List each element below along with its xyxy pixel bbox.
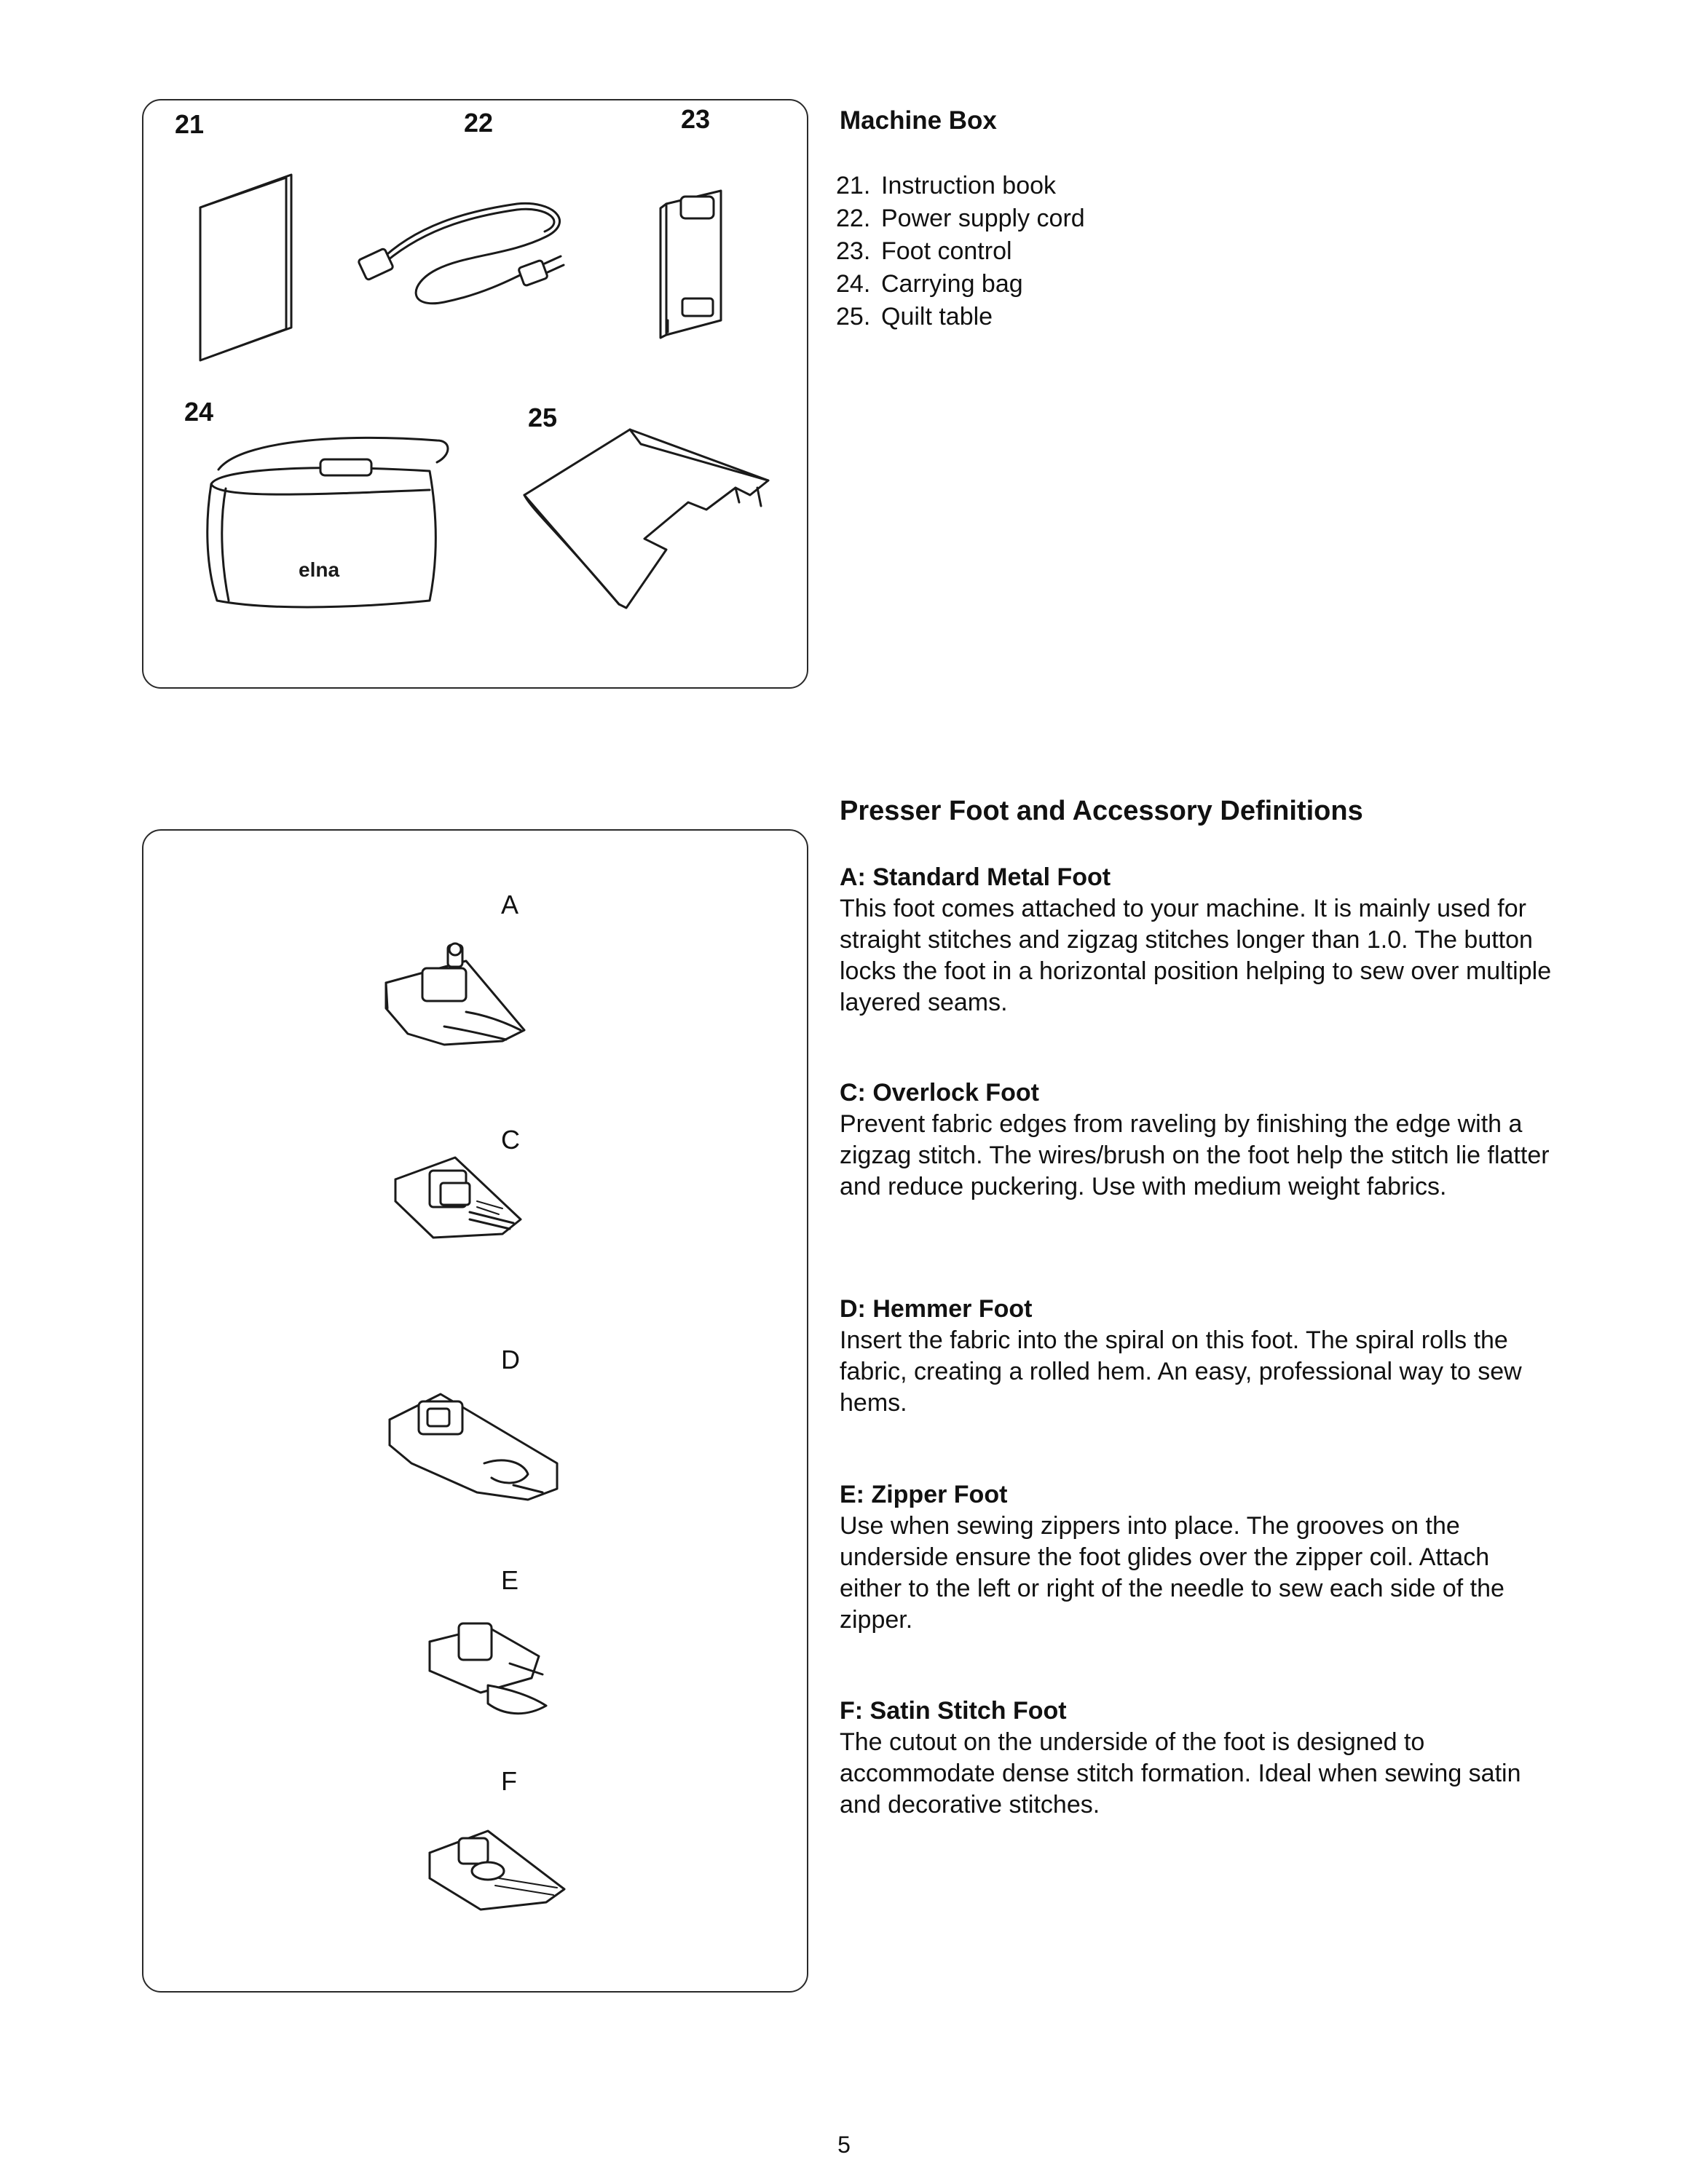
item-number-24: 24	[184, 397, 214, 427]
machine-box-heading: Machine Box	[840, 106, 997, 135]
accessory-definitions-heading: Presser Foot and Accessory Definitions	[840, 796, 1363, 826]
definition-body: Use when sewing zippers into place. The grooves on the underside ensure the foot glides over the zipper coil. Attach either to the left or right of the needle to sew each side of the zipper.	[840, 1512, 1504, 1634]
definition-hemmer-foot	[840, 1294, 1553, 1419]
list-item-number: 21.	[836, 172, 871, 199]
definition-standard-metal-foot	[840, 862, 1553, 1018]
definition-title: C: Overlock Foot	[840, 1079, 1039, 1107]
instruction-book-illustration	[193, 167, 302, 364]
machine-box-contents-list	[836, 170, 1085, 333]
definition-body: The cutout on the underside of the foot is designed to accommodate dense stitch formation. Ideal when sewing satin and decorative stitches.	[840, 1728, 1521, 1819]
list-item-number: 25.	[836, 303, 871, 331]
list-item	[836, 170, 1085, 202]
satin-stitch-foot-illustration	[422, 1816, 575, 1926]
list-item-label: Carrying bag	[881, 270, 1023, 298]
list-item-number: 23.	[836, 237, 871, 265]
quilt-table-illustration	[517, 415, 779, 626]
list-item	[836, 268, 1085, 301]
foot-letter-d: D	[501, 1345, 520, 1374]
overlock-foot-illustration	[390, 1150, 528, 1259]
definition-zipper-foot	[840, 1479, 1553, 1636]
standard-metal-foot-illustration	[379, 939, 532, 1056]
list-item-number: 24.	[836, 270, 871, 298]
definition-title: F: Satin Stitch Foot	[840, 1697, 1067, 1725]
hemmer-foot-illustration	[382, 1383, 564, 1514]
foot-control-illustration	[652, 182, 739, 342]
item-number-23: 23	[681, 104, 711, 134]
item-number-21: 21	[175, 109, 205, 139]
foot-letter-a: A	[501, 890, 519, 919]
definition-overlock-foot	[840, 1077, 1553, 1203]
definition-body: Insert the fabric into the spiral on this foot. The spiral rolls the fabric, creating a rolled hem. An easy, professional way to sew hems.	[840, 1326, 1522, 1417]
list-item	[836, 301, 1085, 333]
carrying-bag-illustration	[197, 419, 466, 615]
item-number-25: 25	[528, 403, 558, 432]
definition-body: Prevent fabric edges from raveling by finishing the edge with a zigzag stitch. The wires/brush on the foot help the stitch lie flatter and reduce puckering. Use with medium weight fabrics.	[840, 1110, 1550, 1200]
list-item-label: Power supply cord	[881, 205, 1085, 232]
item-number-22: 22	[464, 108, 494, 138]
zipper-foot-illustration	[415, 1613, 568, 1729]
definition-title: D: Hemmer Foot	[840, 1295, 1033, 1323]
foot-letter-e: E	[501, 1565, 519, 1595]
bag-logo-text: elna	[299, 558, 340, 581]
page-number: 5	[837, 2132, 851, 2158]
list-item	[836, 202, 1085, 235]
list-item-number: 22.	[836, 205, 871, 232]
list-item-label: Instruction book	[881, 172, 1057, 199]
definition-satin-stitch-foot	[840, 1696, 1553, 1821]
list-item-label: Quilt table	[881, 303, 993, 331]
definition-title: E: Zipper Foot	[840, 1481, 1008, 1508]
foot-letter-c: C	[501, 1125, 520, 1155]
list-item	[836, 235, 1085, 268]
definition-title: A: Standard Metal Foot	[840, 863, 1111, 891]
power-cord-illustration	[357, 182, 575, 320]
list-item-label: Foot control	[881, 237, 1012, 265]
foot-letter-f: F	[501, 1766, 517, 1796]
definition-body: This foot comes attached to your machine. It is mainly used for straight stitches and zigzag stitches longer than 1.0. The button locks the foot in a horizontal position helping to sew over multiple layered seams.	[840, 895, 1552, 1016]
